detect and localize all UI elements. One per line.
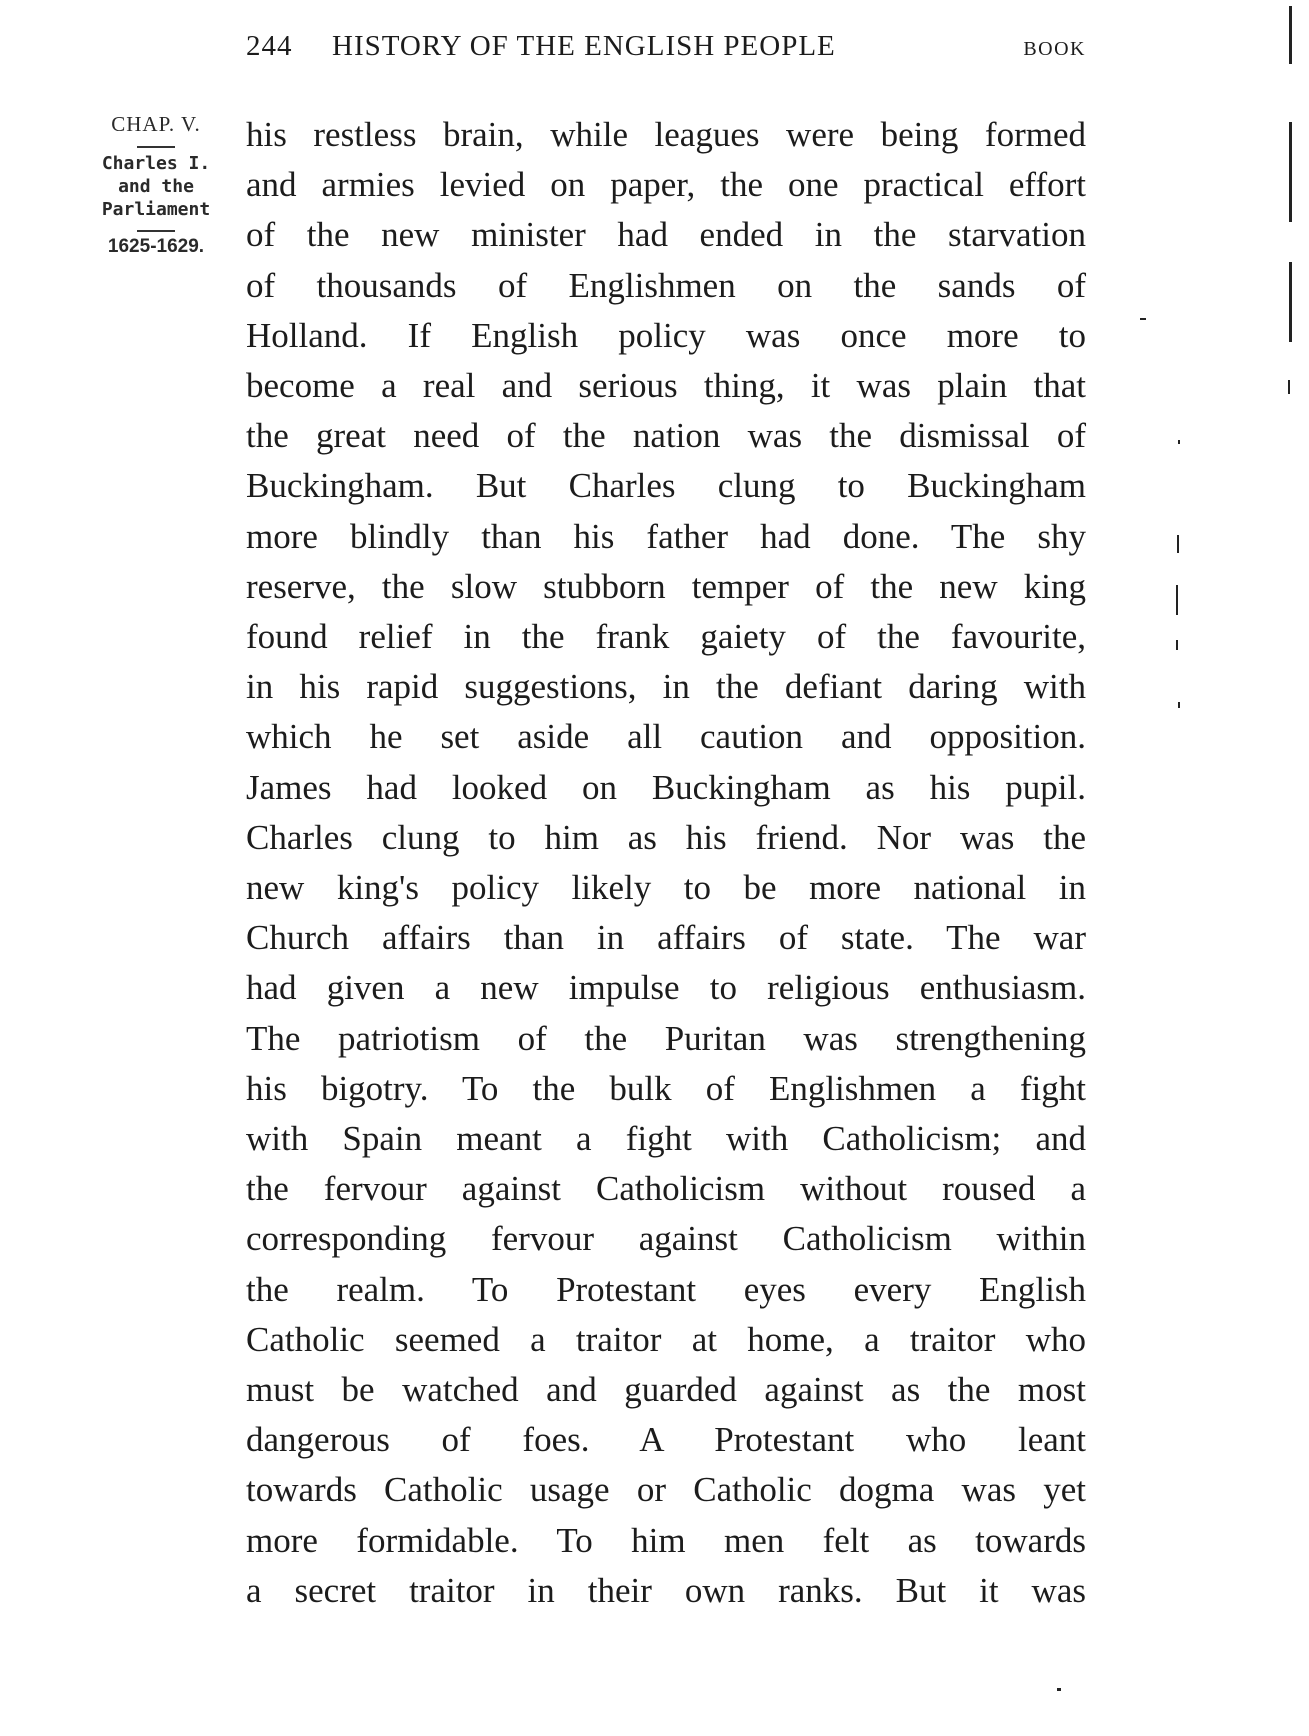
text-line: had given a new impulse to religious enthusiasm. <box>246 968 1086 1008</box>
scan-edge-mark <box>1176 585 1178 615</box>
scan-edge-mark <box>1177 535 1179 553</box>
text-line: Charles clung to him as his friend. Nor was the <box>246 817 1086 857</box>
text-line: dangerous of foes. A Protestant who leant <box>246 1420 1086 1460</box>
scan-edge-mark <box>1178 440 1180 444</box>
chapter-label: CHAP. V. <box>111 112 201 136</box>
scan-edge-mark <box>1176 640 1178 650</box>
text-line: James had looked on Buckingham as his pupil. <box>246 767 1086 807</box>
margin-title-line: Parliament <box>101 199 211 220</box>
text-line: a secret traitor in their own ranks. But it was <box>246 1570 1086 1610</box>
text-line: found relief in the frank gaiety of the favourite, <box>246 617 1086 657</box>
text-line: of the new minister had ended in the starvation <box>246 215 1086 255</box>
margin-rule <box>137 146 175 148</box>
text-line: corresponding fervour against Catholicism within <box>246 1219 1086 1259</box>
text-line: the fervour against Catholicism without roused a <box>246 1169 1086 1209</box>
running-head-title: HISTORY OF THE ENGLISH PEOPLE <box>332 30 836 62</box>
scan-edge-mark <box>1288 380 1290 394</box>
body-text <box>246 110 1086 1616</box>
margin-title-line: and the <box>118 176 194 197</box>
text-line: the great need of the nation was the dismissal of <box>246 416 1086 456</box>
scan-edge-mark <box>1289 262 1292 342</box>
running-head <box>246 30 1086 70</box>
text-line: Holland. If English policy was once more to <box>246 315 1086 355</box>
text-line: of thousands of Englishmen on the sands of <box>246 265 1086 305</box>
text-line: become a real and serious thing, it was plain that <box>246 366 1086 406</box>
text-line: more formidable. To him men felt as towards <box>246 1520 1086 1560</box>
text-line: which he set aside all caution and opposition. <box>246 717 1086 757</box>
text-line: the realm. To Protestant eyes every English <box>246 1269 1086 1309</box>
margin-years: 1625-1629. <box>107 236 205 257</box>
text-line: Church affairs than in affairs of state. The war <box>246 918 1086 958</box>
text-line: The patriotism of the Puritan was strengthening <box>246 1018 1086 1058</box>
scan-edge-mark <box>1057 1688 1061 1691</box>
page-number: 244 <box>246 30 293 62</box>
text-line: more blindly than his father had done. The shy <box>246 516 1086 556</box>
scan-edge-mark <box>1140 318 1146 320</box>
scan-edge-mark <box>1289 122 1292 222</box>
text-line: reserve, the slow stubborn temper of the new king <box>246 566 1086 606</box>
text-line: with Spain meant a fight with Catholicism; and <box>246 1119 1086 1159</box>
text-line: his restless brain, while leagues were being formed <box>246 115 1086 154</box>
scan-edge-mark <box>1178 702 1180 708</box>
text-line: Buckingham. But Charles clung to Buckingham <box>246 466 1086 506</box>
text-line: Catholic seemed a traitor at home, a traitor who <box>246 1319 1086 1359</box>
margin-rule <box>137 230 175 232</box>
text-line: and armies levied on paper, the one practical effort <box>246 165 1086 205</box>
scan-edge-mark <box>1289 6 1292 64</box>
text-line: must be watched and guarded against as the most <box>246 1370 1086 1410</box>
text-line: new king's policy likely to be more national in <box>246 868 1086 908</box>
running-head-book: BOOK <box>1023 38 1086 60</box>
text-line: his bigotry. To the bulk of Englishmen a fight <box>246 1068 1086 1108</box>
text-line: in his rapid suggestions, in the defiant daring with <box>246 667 1086 707</box>
margin-title-line: Charles I. <box>101 153 211 174</box>
margin-note <box>82 112 230 258</box>
text-line: towards Catholic usage or Catholic dogma was yet <box>246 1470 1086 1510</box>
